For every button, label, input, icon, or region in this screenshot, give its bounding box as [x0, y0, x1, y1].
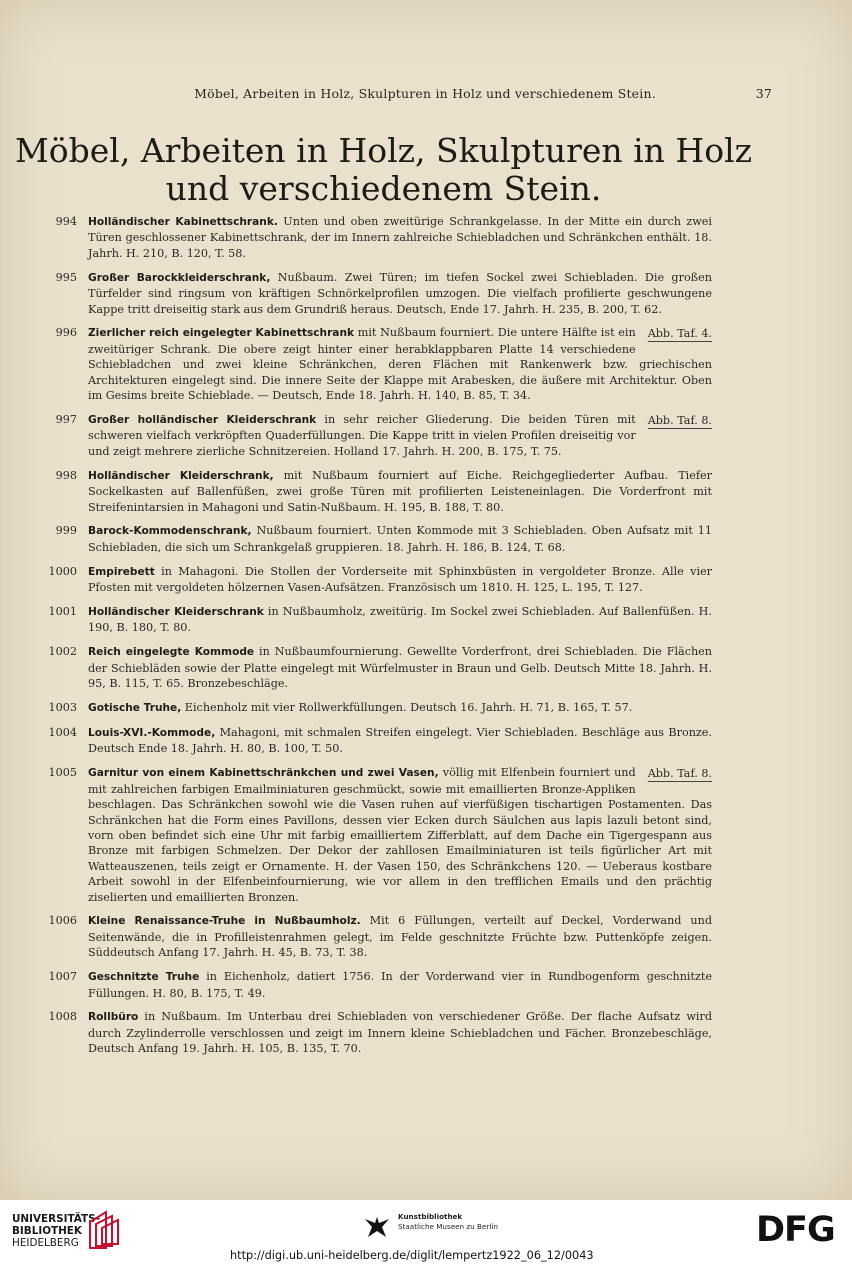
- entry-number: 1008: [48, 1010, 77, 1024]
- running-title: Möbel, Arbeiten in Holz, Skulpturen in Holz und verschiedenem Stein.: [194, 86, 656, 101]
- entry-number: 994: [55, 215, 77, 228]
- catalog-entry: [40, 564, 712, 596]
- catalog-entry: [40, 969, 712, 1001]
- entry-description: völlig mit Elfenbein fourniert und mit zahlreichen farbigen Emailminiaturen geschmückt, sowie mit emaillierten Bronze-Appliken beschlagen. Das Schränkchen sowohl wie die Vasen ruhen auf vierfüßigen tischartigen Postamenten. Das Schränkchen hat die Form eines Pavillons, dessen vier Ecken durch Säulchen aus lapis lazuli betont sind, vorn oben befindet sich eine Uhr mit farbig emailliertem Zifferblatt, auf dem Dache ein Tigergespann aus Bronze mit farbigen Schmelzen. Der Dekor der zahllosen Emailminiaturen ist teils figürlicher Art mit Watteauszenen, teils zeigt er Ornamente. H. der Vasen 150, des Schränkchens 120. — Ueberaus kostbare Arbeit sowohl in der Elfenbeinfournierung, wie vor allem in den trefflichen Emails und den prächtig ziselierten und emaillierten Bronzen.: [88, 766, 712, 904]
- entry-title: Holländischer Kleiderschrank,: [88, 469, 274, 482]
- entry-title: Kleine Renaissance-Truhe in Nußbaumholz.: [88, 915, 361, 928]
- entry-number: 999: [55, 524, 77, 538]
- section-title-line-2: und verschiedenem Stein.: [165, 169, 602, 208]
- entry-description: Nußbaum fourniert. Unten Kommode mit 3 Schiebladen. Oben Aufsatz mit 11 Schiebladen, die sich um Schrankgelaß gruppieren. 18. Jahrh. H. 186, B. 124, T. 68.: [88, 524, 712, 554]
- entry-title: Rollbüro: [88, 1011, 139, 1024]
- entry-title: Großer Barockkleiderschrank,: [88, 271, 271, 284]
- kunstbibliothek-line-1: Kunstbibliothek: [398, 1212, 463, 1221]
- entry-title: Reich eingelegte Kommode: [88, 646, 255, 659]
- catalog-entry: [40, 270, 712, 317]
- entry-description: Mit 6 Füllungen, verteilt auf Deckel, Vorderwand und Seitenwände, die in Profilleistenrahmen gelegt, im Felde geschnitzte Früchte bzw. Puttenköpfe zeigen. Süddeutsch Anfang 17. Jahrh. H. 45, B. 73, T. 38.: [88, 914, 712, 960]
- entry-title: Holländischer Kabinettschrank.: [88, 216, 278, 228]
- catalog-entry: [40, 604, 712, 636]
- catalog-entry: [40, 468, 712, 515]
- kunstbibliothek-eagle-icon: [362, 1213, 392, 1241]
- entry-description: mit Nußbaum fourniert. Die untere Hälfte ist ein zweitüriger Schrank. Die obere zeigt hinter einer herabklappbaren Platte 14 verschiedene Schiebladchen und zwei kleine Schränkchen, deren Flächen mit Rankenwerk bzw. griechischen Architekturen eingelegt sind. Die innere Seite der Klappe mit Arabesken, die äußere mit Architektur. Oben im Gesims breite Schieblade. — Deutsch, Ende 18. Jahrh. H. 140, B. 85, T. 34.: [88, 326, 712, 403]
- entry-description: in Nußbaumholz, zweitürig. Im Sockel zwei Schiebladen. Auf Ballenfüßen. H. 190, B. 180, T. 80.: [88, 605, 712, 635]
- entry-title: Zierlicher reich eingelegter Kabinettschrank: [88, 327, 355, 340]
- entry-description: Nußbaum. Zwei Türen; im tiefen Sockel zwei Schiebladen. Die großen Türfelder sind ringsum von kräftigen Schnörkelprofilen umzogen. Die vielfach profilierte geschwungene Kappe tritt dreiseitig stark aus dem Grundriß heraus. Deutsch, Ende 17. Jahrh. H. 235, B. 200, T. 62.: [88, 270, 712, 316]
- entry-number: 1006: [48, 914, 77, 928]
- catalog-entry: [40, 765, 712, 905]
- entry-title: Garnitur von einem Kabinettschränkchen und zwei Vasen,: [88, 767, 439, 780]
- entry-title: Großer holländischer Kleiderschrank: [88, 413, 317, 426]
- entry-number: 1003: [48, 701, 77, 715]
- entry-description: in Mahagoni. Die Stollen der Vorderseite mit Sphinxbüsten in vergoldeter Bronze. Alle vier Pfosten mit vergoldeten hölzernen Vasen-Aufsätzen. Französisch um 1810. H. 125, L. 195, T. 127.: [88, 564, 712, 595]
- entry-number: 1002: [48, 645, 77, 659]
- catalog-entry: [40, 523, 712, 555]
- section-title-line-1: Möbel, Arbeiten in Holz, Skulpturen in Holz: [14, 131, 753, 170]
- uni-logo-line-2: BIBLIOTHEK: [12, 1225, 82, 1237]
- entry-description: Unten und oben zweitürige Schrankgelasse. In der Mitte ein durch zwei Türen geschlossener Kabinettschrank, der im Innern zahlreiche Schiebladchen und Schränkchen enthält. 18. Jahrh. H. 210, B. 120, T. 58.: [88, 215, 713, 260]
- entry-description: in Eichenholz, datiert 1756. In der Vorderwand vier in Rundbogenform geschnitzte Füllungen. H. 80, B. 175, T. 49.: [88, 970, 712, 1000]
- entry-number: 1007: [48, 970, 77, 984]
- uni-logo-line-1: UNIVERSITÄTS-: [12, 1213, 100, 1225]
- catalog-entry: [40, 325, 712, 403]
- entry-number: 998: [55, 468, 77, 482]
- entry-title: Holländischer Kleiderschrank: [88, 606, 264, 619]
- entry-description: in sehr reicher Gliederung. Die beiden Türen mit schweren vielfach verkröpften Quaderfüllungen. Die Kappe tritt in vielen Profilen dreiseitig vor und zeigt mehrere zierliche Schnitzereien. Holland 17. Jahrh. H. 200, B. 175, T. 75.: [88, 412, 636, 458]
- entry-title: Geschnitzte Truhe: [88, 971, 200, 984]
- page-number: 37: [755, 86, 772, 101]
- entry-title: Louis-XVI.-Kommode,: [88, 726, 216, 739]
- plate-reference: Abb. Taf. 4.: [647, 327, 712, 341]
- entry-number: 1004: [48, 725, 77, 739]
- uni-logo-line-3: HEIDELBERG: [12, 1237, 79, 1249]
- heidelberg-emblem-icon: [86, 1208, 120, 1252]
- entry-title: Gotische Truhe,: [88, 702, 182, 715]
- entry-number: 1001: [48, 605, 77, 619]
- kunstbibliothek-line-2: Staatliche Museen zu Berlin: [398, 1222, 498, 1231]
- entry-title: Barock-Kommodenschrank,: [88, 525, 252, 538]
- entry-number: 995: [55, 270, 77, 284]
- entry-description: Eichenholz mit vier Rollwerkfüllungen. Deutsch 16. Jahrh. H. 71, B. 165, T. 57.: [181, 701, 633, 715]
- entry-number: 997: [55, 412, 77, 426]
- plate-reference: Abb. Taf. 8.: [647, 767, 712, 781]
- catalog-entry: [40, 644, 712, 691]
- entry-number: 1000: [48, 564, 77, 578]
- entry-description: Mahagoni, mit schmalen Streifen eingelegt. Vier Schiebladen. Beschläge aus Bronze. Deutsch Ende 18. Jahrh. H. 80, B. 100, T. 50.: [88, 725, 712, 756]
- entry-number: 1005: [48, 766, 77, 780]
- catalog-entries: [40, 214, 712, 1065]
- dfg-logo[interactable]: DFG: [756, 1210, 835, 1250]
- source-url-link[interactable]: http://digi.ub.uni-heidelberg.de/diglit/lempertz1922_06_12/0043: [230, 1249, 594, 1262]
- catalog-entry: [40, 1009, 712, 1056]
- catalog-entry: [40, 913, 712, 960]
- kunstbibliothek-logo[interactable]: [398, 1212, 498, 1232]
- entry-description: in Nußbaum. Im Unterbau drei Schiebladen von verschiedener Größe. Der flache Aufsatz wird durch Zzylinderrolle verschlossen und zeigt im Innern kleine Schiebladchen und Fächer. Bronzebeschläge, Deutsch Anfang 19. Jahrh. H. 105, B. 135, T. 70.: [88, 1010, 712, 1056]
- entry-description: in Nußbaumfournierung. Gewellte Vorderfront, drei Schiebladen. Die Flächen der Schiebläden sowie der Platte eingelegt mit Würfelmuster in Braun und Gelb. Deutsch Mitte 18. Jahrh. H. 95, B. 115, T. 65. Bronzebeschläge.: [88, 645, 712, 691]
- catalog-entry: [40, 700, 712, 716]
- entry-title: Empirebett: [88, 565, 155, 578]
- catalog-entry: [40, 214, 712, 261]
- entry-number: 996: [55, 326, 77, 340]
- entry-description: mit Nußbaum fourniert auf Eiche. Reichgegliederter Aufbau. Tiefer Sockelkasten auf Ballenfüßen, zwei große Türen mit profilierten Leisteneinlagen. Die Vorderfront mit Streifenintarsien in Mahagoni und Satin-Nußbaum. H. 195, B. 188, T. 80.: [88, 468, 712, 514]
- section-title: [0, 132, 852, 208]
- catalog-entry: [40, 412, 712, 459]
- catalog-entry: [40, 725, 712, 757]
- plate-reference: Abb. Taf. 8.: [647, 413, 712, 427]
